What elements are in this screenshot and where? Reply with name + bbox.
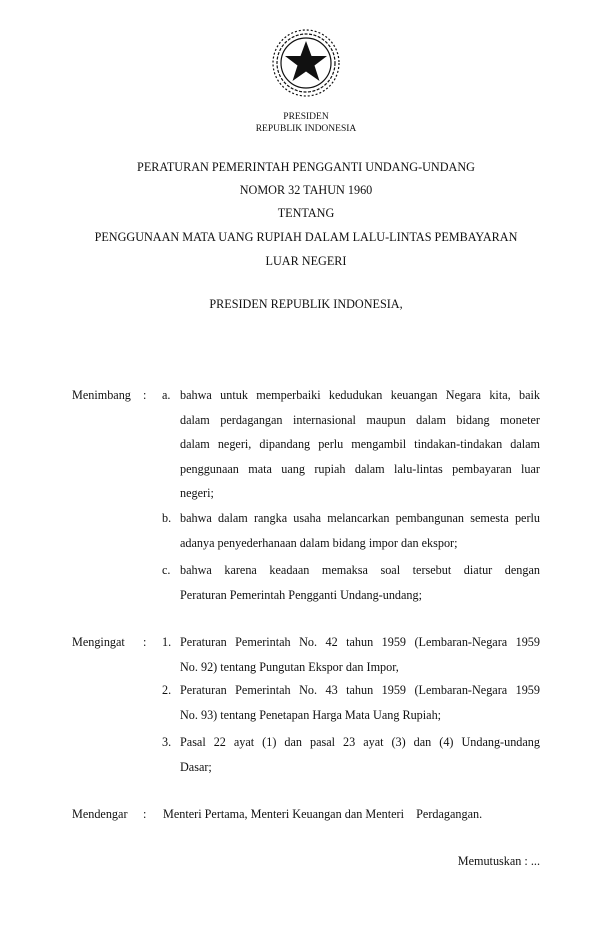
mengingat-item-marker: 3. (162, 735, 172, 749)
mengingat-item-line: Peraturan Pemerintah No. 43 tahun 1959 (Lembaran-Negara 1959 (180, 683, 540, 697)
letterhead-line2: REPUBLIK INDONESIA (255, 124, 357, 134)
menimbang-item-marker: a. (162, 388, 171, 402)
continuation: Memutuskan : ... (457, 854, 540, 868)
mengingat-colon: : (143, 635, 147, 649)
mengingat-item-line: Peraturan Pemerintah No. 42 tahun 1959 (Lembaran-Negara 1959 (180, 635, 540, 649)
title-line3: TENTANG (277, 206, 335, 220)
menimbang-item-line: bahwa untuk memperbaiki kedudukan keuangan Negara kita, baik (180, 388, 540, 402)
menimbang-item-line: bahwa karena keadaan memaksa soal tersebut diatur dengan (180, 563, 540, 577)
menimbang-item-marker: b. (162, 511, 172, 525)
mengingat-item-line: Dasar; (180, 759, 212, 774)
garuda-emblem (270, 26, 342, 100)
menimbang-item-line: negeri; (180, 486, 214, 500)
mendengar-colon: : (143, 807, 147, 821)
title-line5: LUAR NEGERI (265, 254, 347, 268)
opening: PRESIDEN REPUBLIK INDONESIA, (209, 297, 403, 311)
letterhead-line1: PRESIDEN (283, 112, 329, 122)
menimbang-item-line: bahwa dalam rangka usaha melancarkan pembangunan semesta perlu (180, 511, 540, 525)
mendengar-text: Menteri Pertama, Menteri Keuangan dan Menteri Perdagangan. (163, 807, 483, 821)
menimbang-item-line: dalam perdagangan internasional maupun dalam bidang moneter (180, 412, 540, 427)
menimbang-item-marker: c. (162, 563, 171, 577)
title-line1: PERATURAN PEMERINTAH PENGGANTI UNDANG-UNDANG (137, 160, 475, 174)
mengingat-item-line: No. 92) tentang Pungutan Ekspor dan Impor, (180, 659, 399, 674)
mendengar-label: Mendengar (72, 807, 128, 821)
title-line2: NOMOR 32 TAHUN 1960 (239, 183, 373, 197)
menimbang-colon: : (143, 388, 147, 402)
mengingat-item-marker: 1. (162, 635, 172, 649)
menimbang-item-line: penggunaan mata uang rupiah dalam lalu-lintas pembayaran luar (180, 461, 540, 476)
menimbang-item-line: Peraturan Pemerintah Pengganti Undang-undang; (180, 587, 422, 602)
menimbang-item-line: dalam negeri, dipandang perlu mengambil tindakan-tindakan dalam (180, 437, 540, 451)
mengingat-item-line: No. 93) tentang Penetapan Harga Mata Uang Rupiah; (180, 707, 442, 722)
menimbang-label: Menimbang (72, 388, 131, 402)
mengingat-item-marker: 2. (162, 683, 172, 697)
mengingat-label: Mengingat (72, 635, 125, 649)
title-line4: PENGGUNAAN MATA UANG RUPIAH DALAM LALU-LINTAS PEMBAYARAN (94, 230, 518, 244)
mengingat-item-line: Pasal 22 ayat (1) dan pasal 23 ayat (3) dan (4) Undang-undang (180, 735, 540, 749)
menimbang-item-line: adanya penyederhanaan dalam bidang impor dan ekspor; (180, 535, 458, 550)
